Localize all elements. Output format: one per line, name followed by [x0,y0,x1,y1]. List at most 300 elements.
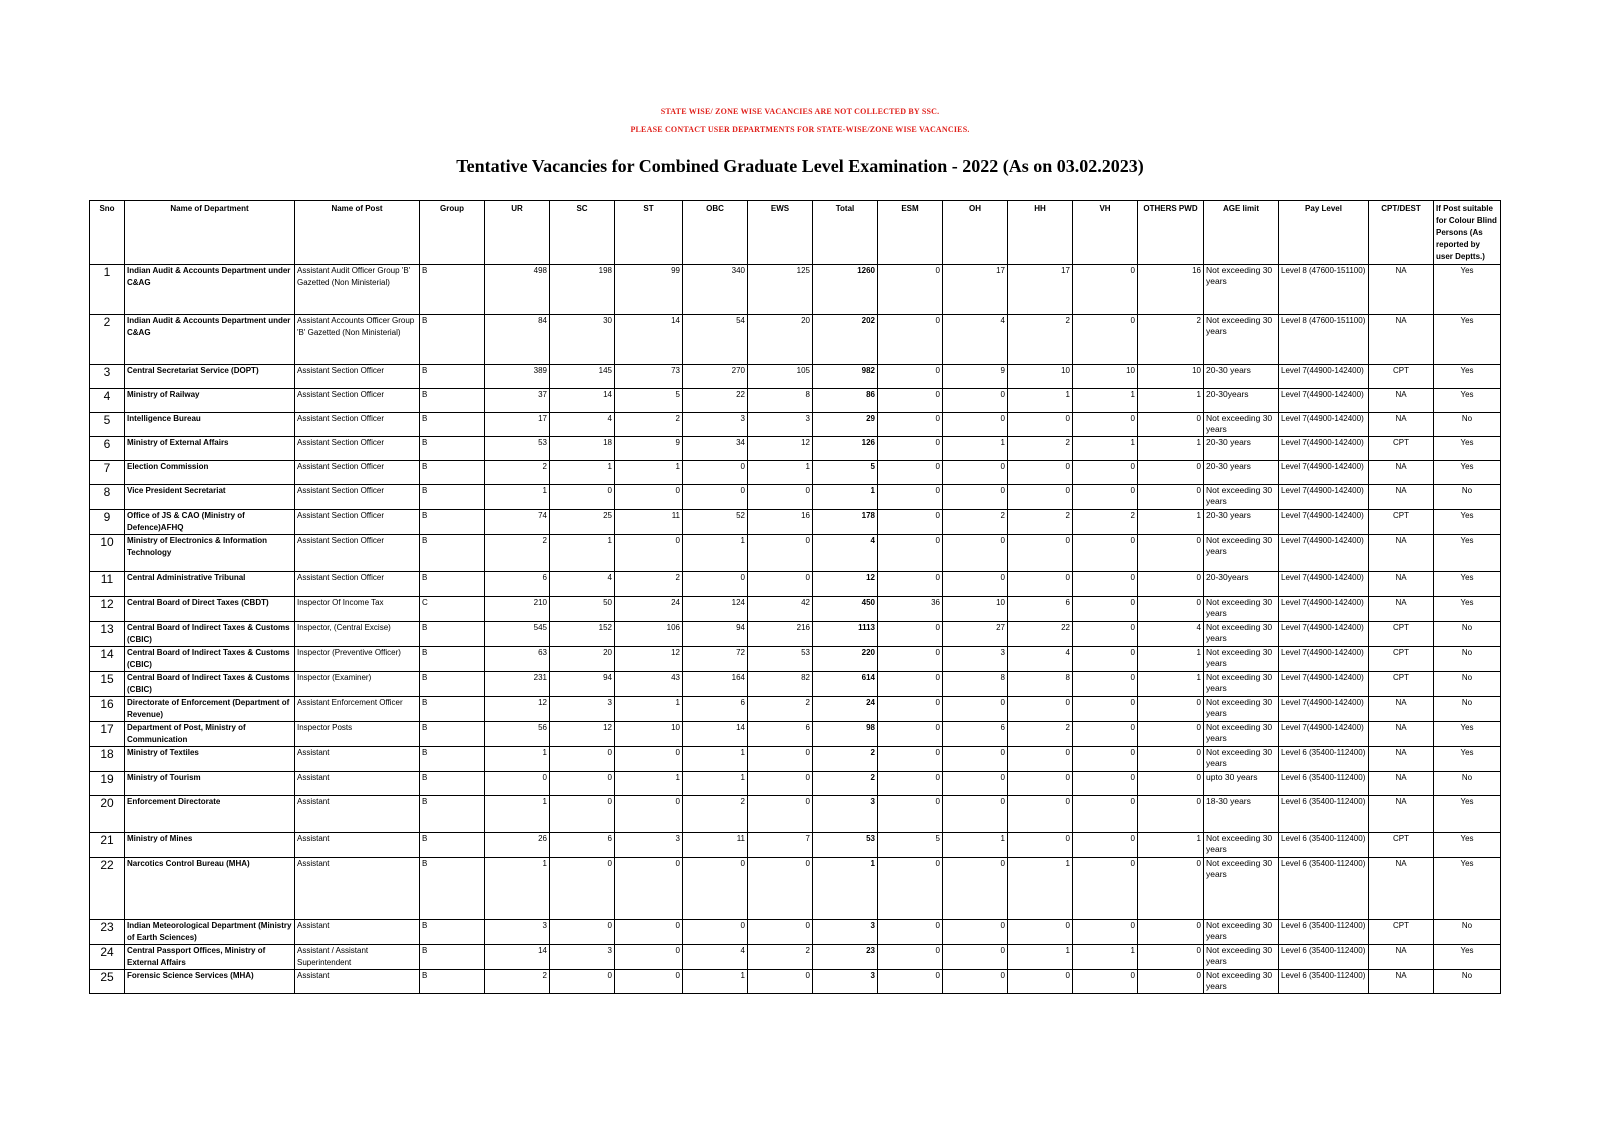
cell-others: 10 [1138,365,1204,389]
table-row [90,945,1501,970]
cell-sno: 17 [90,722,125,747]
cell-ur: 84 [485,315,550,365]
cell-st: 43 [615,672,683,697]
cell-ur: 74 [485,510,550,535]
cell-sc: 25 [550,510,615,535]
cell-cb: Yes [1434,597,1501,622]
cell-others: 1 [1138,510,1204,535]
cell-others: 2 [1138,315,1204,365]
cell-post: Assistant [295,747,420,772]
cell-cpt: NA [1369,697,1434,722]
cell-others: 0 [1138,945,1204,970]
cell-sno: 19 [90,772,125,796]
cell-ur: 2 [485,535,550,572]
cell-vh: 0 [1073,833,1138,858]
cell-cb: Yes [1434,510,1501,535]
cell-age: 20-30 years [1204,437,1279,461]
cell-hh: 0 [1008,413,1073,437]
cell-obc: 1 [683,747,748,772]
cell-ur: 26 [485,833,550,858]
cell-ews: 0 [748,772,813,796]
column-header-others-pwd: OTHERS PWD [1138,201,1204,265]
cell-sno: 3 [90,365,125,389]
cell-total: 4 [813,535,878,572]
cell-oh: 3 [943,647,1008,672]
cell-total: 3 [813,796,878,833]
cell-esm: 0 [878,858,943,920]
column-header-colour-blind: If Post suitable for Colour Blind Persons (As reported by user Deptts.) [1434,201,1501,265]
cell-others: 0 [1138,970,1204,994]
table-row [90,796,1501,833]
cell-post: Assistant / Assistant Superintendent [295,945,420,970]
cell-age: Not exceeding 30 years [1204,747,1279,772]
cell-ews: 20 [748,315,813,365]
cell-group: B [420,833,485,858]
cell-esm: 0 [878,970,943,994]
cell-age: Not exceeding 30 years [1204,647,1279,672]
cell-age: Not exceeding 30 years [1204,622,1279,647]
table-row [90,672,1501,697]
cell-obc: 0 [683,461,748,485]
cell-group: B [420,461,485,485]
cell-ews: 2 [748,945,813,970]
cell-st: 0 [615,970,683,994]
cell-cb: No [1434,647,1501,672]
cell-hh: 0 [1008,572,1073,597]
cell-sno: 6 [90,437,125,461]
cell-sc: 4 [550,413,615,437]
cell-cpt: NA [1369,315,1434,365]
cell-group: C [420,597,485,622]
cell-oh: 0 [943,970,1008,994]
cell-vh: 0 [1073,722,1138,747]
cell-sno: 9 [90,510,125,535]
cell-obc: 22 [683,389,748,413]
cell-age: Not exceeding 30 years [1204,597,1279,622]
notice-line-2: PLEASE CONTACT USER DEPARTMENTS FOR STATE-WISE/ZONE WISE VACANCIES. [630,125,970,134]
cell-ews: 6 [748,722,813,747]
cell-ews: 0 [748,535,813,572]
cell-sc: 1 [550,461,615,485]
cell-vh: 0 [1073,970,1138,994]
cell-total: 450 [813,597,878,622]
cell-ur: 210 [485,597,550,622]
cell-dept: Indian Audit & Accounts Department under C&AG [125,265,295,315]
cell-post: Inspector, (Central Excise) [295,622,420,647]
cell-esm: 0 [878,365,943,389]
cell-others: 16 [1138,265,1204,315]
cell-total: 1113 [813,622,878,647]
cell-group: B [420,413,485,437]
cell-obc: 124 [683,597,748,622]
cell-pay: Level 7(44900-142400) [1279,697,1369,722]
cell-ews: 216 [748,622,813,647]
cell-cb: Yes [1434,389,1501,413]
cell-oh: 0 [943,796,1008,833]
cell-dept: Ministry of Electronics & Information Technology [125,535,295,572]
cell-total: 614 [813,672,878,697]
cell-age: 20-30years [1204,389,1279,413]
cell-sno: 7 [90,461,125,485]
cell-total: 29 [813,413,878,437]
cell-vh: 0 [1073,572,1138,597]
cell-hh: 0 [1008,920,1073,945]
cell-obc: 4 [683,945,748,970]
column-header-cpt-dest: CPT/DEST [1369,201,1434,265]
cell-hh: 0 [1008,485,1073,510]
cell-group: B [420,315,485,365]
cell-ur: 1 [485,858,550,920]
cell-dept: Indian Audit & Accounts Department under C&AG [125,315,295,365]
cell-cpt: NA [1369,945,1434,970]
cell-cpt: NA [1369,772,1434,796]
cell-cpt: NA [1369,461,1434,485]
cell-age: 20-30years [1204,572,1279,597]
cell-obc: 72 [683,647,748,672]
cell-cpt: NA [1369,485,1434,510]
cell-post: Assistant [295,858,420,920]
table-row [90,833,1501,858]
column-header-department: Name of Department [125,201,295,265]
cell-oh: 17 [943,265,1008,315]
cell-age: Not exceeding 30 years [1204,413,1279,437]
cell-esm: 0 [878,437,943,461]
cell-cpt: CPT [1369,437,1434,461]
cell-cb: Yes [1434,722,1501,747]
cell-cb: No [1434,485,1501,510]
cell-sc: 3 [550,945,615,970]
cell-oh: 1 [943,437,1008,461]
cell-esm: 0 [878,413,943,437]
cell-obc: 340 [683,265,748,315]
cell-cb: Yes [1434,858,1501,920]
cell-oh: 2 [943,510,1008,535]
table-row [90,622,1501,647]
cell-hh: 1 [1008,858,1073,920]
cell-ur: 17 [485,413,550,437]
cell-dept: Central Passport Offices, Ministry of External Affairs [125,945,295,970]
cell-age: Not exceeding 30 years [1204,858,1279,920]
table-row [90,722,1501,747]
cell-age: Not exceeding 30 years [1204,970,1279,994]
cell-age: Not exceeding 30 years [1204,920,1279,945]
cell-oh: 0 [943,747,1008,772]
cell-ews: 8 [748,389,813,413]
cell-group: B [420,920,485,945]
cell-obc: 1 [683,970,748,994]
cell-others: 0 [1138,858,1204,920]
cell-esm: 0 [878,920,943,945]
cell-dept: Ministry of Mines [125,833,295,858]
cell-ur: 6 [485,572,550,597]
cell-st: 0 [615,535,683,572]
cell-hh: 2 [1008,437,1073,461]
cell-sno: 18 [90,747,125,772]
cell-obc: 54 [683,315,748,365]
cell-group: B [420,622,485,647]
cell-obc: 11 [683,833,748,858]
cell-ews: 0 [748,858,813,920]
cell-sno: 16 [90,697,125,722]
cell-sno: 2 [90,315,125,365]
cell-obc: 14 [683,722,748,747]
cell-oh: 0 [943,572,1008,597]
cell-dept: Ministry of Tourism [125,772,295,796]
cell-cb: Yes [1434,833,1501,858]
cell-obc: 164 [683,672,748,697]
cell-sc: 152 [550,622,615,647]
cell-others: 0 [1138,747,1204,772]
cell-sc: 0 [550,796,615,833]
cell-sc: 198 [550,265,615,315]
cell-sno: 23 [90,920,125,945]
cell-esm: 0 [878,772,943,796]
cell-total: 220 [813,647,878,672]
cell-dept: Department of Post, Ministry of Communication [125,722,295,747]
column-header-post: Name of Post [295,201,420,265]
cell-hh: 0 [1008,796,1073,833]
cell-dept: Vice President Secretariat [125,485,295,510]
cell-cpt: NA [1369,413,1434,437]
cell-hh: 8 [1008,672,1073,697]
cell-pay: Level 6 (35400-112400) [1279,970,1369,994]
cell-post: Assistant Enforcement Officer [295,697,420,722]
cell-post: Assistant Section Officer [295,437,420,461]
cell-total: 53 [813,833,878,858]
cell-sno: 24 [90,945,125,970]
cell-group: B [420,858,485,920]
cell-others: 0 [1138,485,1204,510]
cell-dept: Central Secretariat Service (DOPT) [125,365,295,389]
cell-st: 0 [615,945,683,970]
cell-cpt: NA [1369,747,1434,772]
cell-hh: 0 [1008,535,1073,572]
cell-ews: 53 [748,647,813,672]
cell-vh: 0 [1073,461,1138,485]
cell-others: 1 [1138,647,1204,672]
cell-ur: 53 [485,437,550,461]
cell-cb: Yes [1434,265,1501,315]
cell-ews: 3 [748,413,813,437]
column-header-st: ST [615,201,683,265]
cell-hh: 0 [1008,772,1073,796]
cell-oh: 0 [943,535,1008,572]
cell-st: 11 [615,510,683,535]
cell-cb: Yes [1434,437,1501,461]
cell-obc: 3 [683,413,748,437]
cell-ur: 37 [485,389,550,413]
cell-ews: 0 [748,920,813,945]
cell-others: 0 [1138,920,1204,945]
cell-others: 0 [1138,413,1204,437]
cell-cb: No [1434,772,1501,796]
column-header-esm: ESM [878,201,943,265]
cell-group: B [420,747,485,772]
cell-st: 106 [615,622,683,647]
cell-vh: 0 [1073,413,1138,437]
table-row [90,437,1501,461]
cell-dept: Ministry of External Affairs [125,437,295,461]
cell-st: 0 [615,747,683,772]
cell-group: B [420,970,485,994]
cell-st: 9 [615,437,683,461]
cell-total: 12 [813,572,878,597]
cell-sc: 14 [550,389,615,413]
cell-st: 2 [615,413,683,437]
table-row [90,647,1501,672]
table-row [90,315,1501,365]
cell-ews: 82 [748,672,813,697]
cell-vh: 0 [1073,697,1138,722]
cell-vh: 0 [1073,597,1138,622]
cell-esm: 0 [878,315,943,365]
cell-total: 1 [813,858,878,920]
cell-others: 0 [1138,461,1204,485]
cell-dept: Forensic Science Services (MHA) [125,970,295,994]
table-row [90,413,1501,437]
cell-pay: Level 7(44900-142400) [1279,597,1369,622]
table-row [90,485,1501,510]
cell-vh: 0 [1073,747,1138,772]
cell-obc: 1 [683,535,748,572]
cell-hh: 10 [1008,365,1073,389]
cell-group: B [420,945,485,970]
cell-vh: 0 [1073,535,1138,572]
cell-others: 0 [1138,722,1204,747]
cell-others: 0 [1138,796,1204,833]
cell-group: B [420,510,485,535]
cell-esm: 0 [878,672,943,697]
cell-post: Assistant Audit Officer Group 'B' Gazetted (Non Ministerial) [295,265,420,315]
cell-group: B [420,647,485,672]
cell-total: 202 [813,315,878,365]
cell-age: upto 30 years [1204,772,1279,796]
cell-group: B [420,389,485,413]
cell-oh: 1 [943,833,1008,858]
cell-oh: 0 [943,697,1008,722]
cell-post: Assistant [295,772,420,796]
cell-obc: 0 [683,572,748,597]
cell-group: B [420,697,485,722]
cell-esm: 0 [878,510,943,535]
cell-post: Inspector (Preventive Officer) [295,647,420,672]
column-header-sno: Sno [90,201,125,265]
column-header-vh: VH [1073,201,1138,265]
cell-dept: Enforcement Directorate [125,796,295,833]
cell-ur: 498 [485,265,550,315]
cell-age: 18-30 years [1204,796,1279,833]
cell-ur: 1 [485,747,550,772]
cell-group: B [420,772,485,796]
cell-post: Assistant Section Officer [295,572,420,597]
cell-st: 99 [615,265,683,315]
cell-cb: No [1434,920,1501,945]
cell-group: B [420,796,485,833]
cell-post: Assistant Section Officer [295,365,420,389]
cell-others: 0 [1138,597,1204,622]
cell-total: 982 [813,365,878,389]
cell-dept: Central Administrative Tribunal [125,572,295,597]
cell-age: Not exceeding 30 years [1204,485,1279,510]
cell-cpt: CPT [1369,833,1434,858]
cell-ur: 545 [485,622,550,647]
cell-pay: Level 6 (35400-112400) [1279,772,1369,796]
cell-obc: 34 [683,437,748,461]
cell-ews: 0 [748,572,813,597]
column-header-hh: HH [1008,201,1073,265]
cell-obc: 270 [683,365,748,389]
cell-age: Not exceeding 30 years [1204,833,1279,858]
cell-total: 178 [813,510,878,535]
cell-dept: Central Board of Indirect Taxes & Customs (CBIC) [125,622,295,647]
cell-cb: Yes [1434,535,1501,572]
cell-hh: 0 [1008,461,1073,485]
cell-cb: No [1434,413,1501,437]
cell-pay: Level 7(44900-142400) [1279,622,1369,647]
cell-cb: Yes [1434,945,1501,970]
cell-pay: Level 7(44900-142400) [1279,510,1369,535]
cell-pay: Level 6 (35400-112400) [1279,833,1369,858]
cell-esm: 0 [878,622,943,647]
cell-esm: 0 [878,265,943,315]
cell-ur: 0 [485,772,550,796]
cell-cb: No [1434,970,1501,994]
cell-vh: 1 [1073,389,1138,413]
cell-cpt: NA [1369,858,1434,920]
cell-esm: 36 [878,597,943,622]
cell-sc: 20 [550,647,615,672]
cell-cb: Yes [1434,796,1501,833]
cell-hh: 2 [1008,510,1073,535]
column-header-sc: SC [550,201,615,265]
table-row [90,535,1501,572]
cell-sno: 8 [90,485,125,510]
cell-age: Not exceeding 30 years [1204,945,1279,970]
cell-st: 24 [615,597,683,622]
cell-oh: 0 [943,920,1008,945]
cell-oh: 0 [943,858,1008,920]
column-header-obc: OBC [683,201,748,265]
cell-post: Assistant Section Officer [295,485,420,510]
cell-st: 1 [615,697,683,722]
cell-sc: 0 [550,485,615,510]
cell-others: 0 [1138,572,1204,597]
cell-age: 20-30 years [1204,365,1279,389]
cell-st: 0 [615,920,683,945]
table-row [90,572,1501,597]
cell-sno: 4 [90,389,125,413]
cell-others: 0 [1138,772,1204,796]
table-row [90,597,1501,622]
cell-ews: 0 [748,485,813,510]
cell-pay: Level 6 (35400-112400) [1279,920,1369,945]
table-row [90,970,1501,994]
cell-pay: Level 7(44900-142400) [1279,437,1369,461]
cell-others: 1 [1138,833,1204,858]
cell-ur: 1 [485,485,550,510]
cell-hh: 0 [1008,970,1073,994]
cell-oh: 4 [943,315,1008,365]
cell-sc: 4 [550,572,615,597]
cell-group: B [420,535,485,572]
table-row [90,772,1501,796]
cell-hh: 2 [1008,315,1073,365]
cell-dept: Ministry of Railway [125,389,295,413]
table-row [90,920,1501,945]
cell-oh: 0 [943,772,1008,796]
cell-cpt: NA [1369,796,1434,833]
cell-sno: 22 [90,858,125,920]
